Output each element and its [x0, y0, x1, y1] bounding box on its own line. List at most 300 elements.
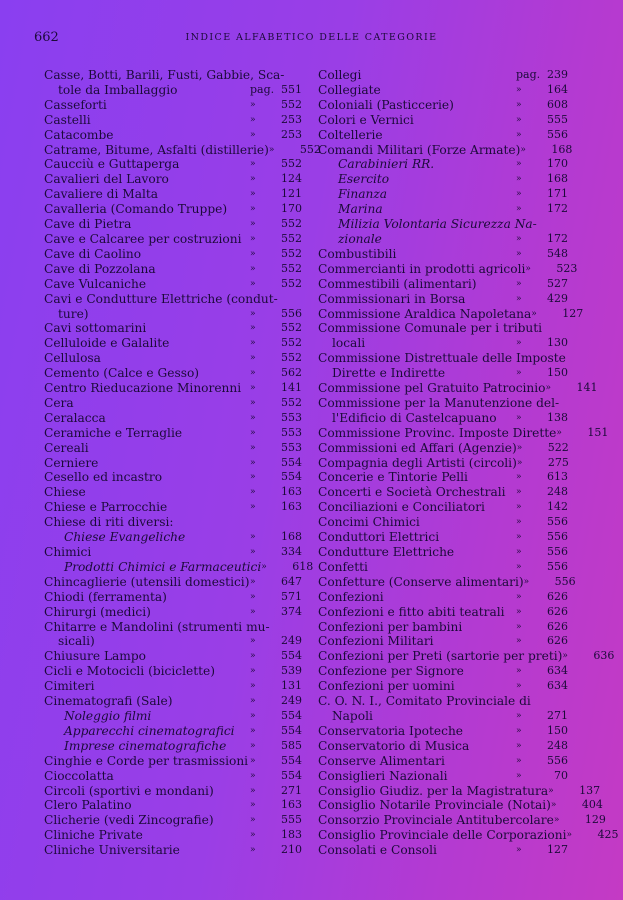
- page-reference: [517, 456, 569, 471]
- index-column-left: [44, 68, 321, 858]
- page-mark: »: [268, 144, 275, 155]
- index-entry: [44, 634, 302, 649]
- page-reference: [250, 411, 302, 426]
- page-reference: [516, 530, 568, 545]
- entry-name: Coltellerie: [318, 127, 383, 142]
- page-mark: »: [250, 651, 256, 662]
- entry-name: Cereali: [44, 440, 89, 455]
- page-mark: »: [516, 338, 522, 349]
- page-reference: [250, 307, 302, 322]
- entry-name: Confetti: [318, 559, 368, 574]
- index-entry: [318, 261, 578, 277]
- page-mark: »: [250, 845, 256, 856]
- page-reference: [516, 336, 568, 351]
- page-mark: »: [250, 487, 256, 498]
- index-entry: [318, 724, 568, 739]
- page-mark: »: [250, 397, 256, 408]
- page-number: 662: [34, 30, 59, 45]
- page-number-ref: 141: [281, 381, 302, 395]
- page-reference: [516, 664, 568, 679]
- page-number-ref: 164: [547, 82, 568, 96]
- page-number-ref: 555: [547, 112, 568, 126]
- page-number-ref: 137: [579, 783, 601, 797]
- index-entry: [318, 574, 576, 590]
- page-mark: »: [516, 487, 522, 498]
- entry-name: Prodotti Chimici e Farmaceutici: [64, 559, 262, 574]
- page-reference: [516, 292, 568, 307]
- page-number-ref: 404: [581, 798, 603, 812]
- entry-name: Cemento (Calce e Gesso): [44, 366, 200, 381]
- page-mark: »: [516, 502, 522, 513]
- page-number-ref: 168: [551, 142, 573, 156]
- index-entry: [318, 351, 568, 366]
- page-mark: »: [250, 368, 256, 379]
- page-number-ref: 636: [593, 649, 615, 663]
- page-mark: »: [250, 532, 256, 543]
- page-reference: [531, 307, 583, 322]
- index-entry: [318, 560, 568, 575]
- entry-name: Conservatorio di Musica: [318, 738, 470, 753]
- page-reference: [516, 590, 568, 605]
- page-mark: »: [250, 472, 256, 483]
- page-mark: »: [516, 845, 522, 856]
- page-mark: »: [250, 755, 256, 766]
- entry-name: Consorzio Provinciale Antitubercolare: [318, 813, 554, 828]
- index-entry: [44, 172, 302, 187]
- index-entry: [44, 500, 302, 515]
- page-mark: »: [250, 830, 256, 841]
- page-reference: [566, 828, 618, 843]
- page-reference: [516, 515, 568, 530]
- entry-name: Milizia Volontaria Sicurezza Na-: [338, 217, 537, 232]
- index-entry: [44, 485, 302, 500]
- entry-name: Ceralacca: [44, 410, 106, 425]
- index-entry: [44, 754, 302, 769]
- index-entry: [44, 247, 302, 262]
- index-entry: [318, 232, 568, 247]
- page-mark: »: [523, 576, 530, 587]
- page-reference: [516, 620, 568, 635]
- page-reference: [261, 560, 313, 575]
- entry-name: C. O. N. I., Comitato Provinciale di: [318, 694, 531, 709]
- entry-name: Commissioni ed Affari (Agenzie): [318, 440, 517, 455]
- page-mark: »: [250, 770, 256, 781]
- page-mark: »: [250, 159, 256, 170]
- index-entry: [318, 620, 568, 635]
- page-number-ref: 523: [556, 261, 578, 275]
- index-entry: [318, 634, 568, 649]
- entry-name: sicali): [58, 634, 95, 649]
- page-reference: [250, 396, 302, 411]
- index-entry: [44, 157, 302, 172]
- index-entry: [318, 217, 568, 232]
- entry-name: Consiglio Giudiz. per la Magistratura: [318, 783, 549, 798]
- page-reference: [516, 113, 568, 128]
- page-mark: »: [556, 427, 562, 438]
- page-header: [0, 30, 623, 50]
- page-number-ref: 554: [281, 708, 302, 722]
- page-mark: »: [516, 755, 522, 766]
- page-number-ref: 556: [547, 530, 568, 544]
- entry-name: Chiese di riti diversi:: [44, 515, 174, 530]
- page-reference: [516, 172, 568, 187]
- index-entry: [44, 142, 321, 158]
- page-reference: [516, 411, 568, 426]
- page-reference: [516, 605, 568, 620]
- entry-name: Commissione Comunale per i tributi: [318, 321, 543, 336]
- page-number-ref: 172: [547, 202, 568, 216]
- index-entry: [44, 769, 302, 784]
- page-number-ref: 425: [597, 828, 619, 842]
- index-entry: [318, 113, 568, 128]
- page-mark: »: [516, 591, 522, 602]
- page-mark: »: [516, 457, 523, 468]
- page-reference: [516, 754, 568, 769]
- index-entry: [318, 530, 568, 545]
- page-mark: »: [250, 696, 256, 707]
- page-mark: »: [516, 189, 522, 200]
- index-entry: [318, 769, 568, 784]
- page-number-ref: 554: [281, 455, 302, 469]
- index-entry: [318, 396, 568, 411]
- page-number-ref: 553: [281, 410, 302, 424]
- page-number-ref: 248: [547, 738, 568, 752]
- page-mark: »: [550, 800, 557, 811]
- page-number-ref: 626: [547, 589, 568, 603]
- entry-name: Condutture Elettriche: [318, 545, 455, 559]
- entry-name: Chiese Evangeliche: [64, 530, 186, 545]
- index-entry: [44, 411, 302, 426]
- entry-name: Consiglio Provinciale delle Corporazioni: [318, 828, 567, 843]
- entry-name: Cavaliere di Malta: [44, 187, 159, 202]
- page-number-ref: 552: [299, 142, 321, 156]
- page-reference: [516, 724, 568, 739]
- page-reference: [516, 232, 568, 247]
- index-entry: [44, 381, 302, 396]
- page-number-ref: 626: [547, 619, 568, 633]
- entry-name: Confezioni per uomini: [318, 679, 455, 694]
- index-entry: [44, 798, 302, 813]
- index-entry: [44, 426, 302, 441]
- page-reference: [516, 843, 568, 858]
- entry-name: Cavi e Condutture Elettriche (condut-: [44, 291, 278, 306]
- entry-name: Conciliazioni e Conciliatori: [318, 500, 485, 515]
- page-number-ref: 548: [547, 246, 568, 260]
- page-mark: »: [250, 502, 256, 513]
- page-mark: »: [516, 710, 522, 721]
- index-entry: [44, 351, 302, 366]
- page-number-ref: 168: [547, 172, 568, 186]
- page-number-ref: 647: [281, 574, 302, 588]
- page-mark: »: [250, 233, 256, 244]
- index-entry: [44, 232, 302, 247]
- index-entry: [318, 739, 568, 754]
- page-number-ref: 249: [281, 634, 302, 648]
- page-mark: »: [516, 770, 522, 781]
- index-entry: [44, 843, 302, 858]
- page-reference: [516, 679, 568, 694]
- page-number-ref: 552: [281, 351, 302, 365]
- page-mark: »: [250, 174, 256, 185]
- index-entry: [44, 828, 302, 843]
- page-mark: pag.: [250, 82, 275, 96]
- page-number-ref: 552: [281, 246, 302, 260]
- entry-name: Ceramiche e Terraglie: [44, 425, 183, 440]
- entry-name: Catrame, Bitume, Asfalti (distillerie): [44, 142, 269, 157]
- page-reference: [562, 649, 614, 664]
- page-reference: [250, 128, 302, 143]
- page-reference: [516, 157, 568, 172]
- page-number-ref: 127: [547, 843, 568, 857]
- page-reference: [250, 321, 302, 336]
- page-mark: »: [250, 666, 256, 677]
- entry-name: Conserve Alimentari: [318, 753, 445, 768]
- index-entry: [44, 605, 302, 620]
- index-entry: [44, 277, 302, 292]
- page-mark: »: [516, 204, 522, 215]
- page-reference: [250, 828, 302, 843]
- page-mark: »: [516, 99, 522, 110]
- index-entry: [318, 515, 568, 530]
- entry-name: Conduttori Elettrici: [318, 530, 440, 545]
- entry-name: Cavi sottomarini: [44, 321, 147, 336]
- page-reference: [516, 485, 568, 500]
- page-mark: »: [525, 263, 531, 274]
- page-number-ref: 151: [587, 425, 609, 439]
- index-entry: [318, 336, 568, 351]
- page-mark: »: [516, 636, 522, 647]
- entry-name: Cliniche Universitarie: [44, 843, 180, 858]
- index-entry: [318, 783, 601, 799]
- page-reference: [250, 605, 302, 620]
- index-entry: [318, 68, 568, 83]
- page-mark: »: [250, 278, 256, 289]
- page-reference: [516, 128, 568, 143]
- page-mark: »: [250, 308, 256, 319]
- page-reference: [250, 664, 302, 679]
- page-mark: »: [531, 308, 537, 319]
- page-number-ref: 556: [547, 127, 568, 141]
- page-number-ref: 554: [281, 753, 302, 767]
- index-entry: [44, 441, 302, 456]
- entry-name: Commissione Provinc. Imposte Dirette: [318, 425, 557, 440]
- page-number-ref: 131: [281, 679, 302, 693]
- page-mark: »: [250, 681, 256, 692]
- index-entry: [318, 843, 568, 858]
- entry-name: Consiglio Notarile Provinciale (Notai): [318, 798, 551, 813]
- page-mark: »: [250, 338, 256, 349]
- index-entry: [318, 187, 568, 202]
- page-reference: [250, 157, 302, 172]
- entry-name: Commissione Araldica Napoletana: [318, 306, 532, 321]
- page-mark: »: [516, 725, 522, 736]
- page-number-ref: 171: [547, 187, 568, 201]
- page-reference: [250, 590, 302, 605]
- index-entry: [318, 321, 568, 336]
- page-mark: »: [250, 99, 256, 110]
- index-entry: [318, 664, 568, 679]
- page-reference: [525, 262, 577, 277]
- entry-name: Circoli (sportivi e mondani): [44, 783, 214, 798]
- index-entry: [44, 559, 314, 575]
- entry-name: Dirette e Indirette: [332, 366, 446, 381]
- page-mark: »: [250, 710, 256, 721]
- entry-name: Apparecchi cinematografici: [64, 723, 235, 738]
- entry-name: Cinghie e Corde per trasmissioni: [44, 753, 249, 768]
- page-reference: [250, 634, 302, 649]
- index-entry: [44, 724, 302, 739]
- page-number-ref: 554: [281, 723, 302, 737]
- page-reference: [250, 769, 302, 784]
- entry-name: Conservatoria Ipoteche: [318, 723, 464, 738]
- page-number-ref: 613: [547, 470, 568, 484]
- entry-name: Esercito: [338, 172, 390, 187]
- index-entry: [44, 620, 302, 635]
- entry-name: Marina: [338, 202, 383, 217]
- page-number-ref: 556: [547, 753, 568, 767]
- page-reference: [516, 187, 568, 202]
- page-mark: »: [562, 651, 568, 662]
- page-number-ref: 552: [281, 276, 302, 290]
- index-entry: [44, 336, 302, 351]
- page-reference: [516, 98, 568, 113]
- page-mark: »: [250, 785, 256, 796]
- entry-name: Confezioni e fitto abiti teatrali: [318, 604, 505, 619]
- index-entry: [318, 425, 609, 441]
- page-number-ref: 553: [281, 440, 302, 454]
- index-entry: [318, 172, 568, 187]
- page-reference: [250, 694, 302, 709]
- index-entry: [318, 500, 568, 515]
- entry-name: Chitarre e Mandolini (strumenti mu-: [44, 619, 270, 634]
- page-mark: »: [516, 740, 522, 751]
- page-mark: »: [250, 725, 256, 736]
- page-mark: »: [250, 383, 256, 394]
- index-entry: [318, 485, 568, 500]
- page-reference: [546, 381, 598, 396]
- entry-name: Confezioni Militari: [318, 634, 434, 649]
- entry-name: Confezione per Signore: [318, 664, 464, 679]
- page-reference: [250, 456, 302, 471]
- page-mark: »: [516, 293, 522, 304]
- page-reference: [516, 545, 568, 560]
- entry-name: Compagnia degli Artisti (circoli): [318, 455, 517, 470]
- page-number-ref: 556: [547, 559, 568, 573]
- index-entry: [318, 83, 568, 98]
- entry-name: Cave di Pozzolana: [44, 261, 156, 276]
- page-mark: »: [250, 263, 256, 274]
- page-reference: [250, 217, 302, 232]
- page-mark: »: [516, 368, 522, 379]
- entry-name: Confezioni per bambini: [318, 619, 463, 634]
- index-entry: [44, 590, 302, 605]
- entry-name: Commissione per la Manutenzione del-: [318, 395, 560, 410]
- page-mark: »: [250, 412, 256, 423]
- entry-name: Cave di Caolino: [44, 246, 142, 261]
- page-number-ref: 552: [281, 395, 302, 409]
- entry-name: Cicli e Motocicli (biciclette): [44, 664, 215, 679]
- page-reference: [516, 709, 568, 724]
- page-reference: [250, 232, 302, 247]
- page-mark: »: [250, 636, 256, 647]
- page-number-ref: 127: [562, 306, 584, 320]
- entry-name: Commissione Distrettuale delle Imposte: [318, 351, 566, 366]
- index-entry: [44, 83, 302, 98]
- index-entry: [318, 798, 603, 813]
- index-entry: [44, 456, 302, 471]
- index-entry: [44, 470, 302, 485]
- page-number-ref: 555: [281, 813, 302, 827]
- page-reference: [250, 724, 302, 739]
- page-reference: [516, 739, 568, 754]
- entry-name: Chiusure Lampo: [44, 649, 146, 664]
- page-number-ref: 253: [281, 112, 302, 126]
- page-number-ref: 70: [554, 768, 568, 782]
- index-entry: [44, 292, 302, 307]
- entry-name: Combustibili: [318, 246, 397, 261]
- page-number-ref: 552: [281, 261, 302, 275]
- entry-name: Cerniere: [44, 455, 99, 470]
- page-reference: [516, 470, 568, 485]
- page-mark: »: [516, 412, 522, 423]
- entry-name: Cave di Pietra: [44, 217, 132, 232]
- page-number-ref: 249: [281, 694, 302, 708]
- entry-name: Imprese cinematografiche: [64, 738, 227, 753]
- page-number-ref: 585: [281, 738, 302, 752]
- page-number-ref: 556: [547, 515, 568, 529]
- page-reference: [250, 98, 302, 113]
- page-mark: »: [250, 815, 256, 826]
- entry-name: Clero Palatino: [44, 798, 132, 813]
- page-number-ref: 248: [547, 485, 568, 499]
- index-entry: [44, 113, 302, 128]
- page-mark: »: [261, 561, 267, 572]
- index-entry: [318, 754, 568, 769]
- page-number-ref: 170: [547, 157, 568, 171]
- page-mark: »: [516, 159, 522, 170]
- index-entry: [318, 202, 568, 217]
- page-number-ref: 429: [547, 291, 568, 305]
- page-number-ref: 571: [281, 589, 302, 603]
- page-reference: [250, 739, 302, 754]
- page-reference: [250, 500, 302, 515]
- entry-name: Commissione pel Gratuito Patrocinio: [318, 381, 546, 396]
- entry-name: Collegiate: [318, 82, 381, 97]
- entry-name: Collegi: [318, 68, 362, 82]
- page-mark: »: [250, 248, 256, 259]
- page-mark: pag.: [516, 68, 541, 81]
- page-mark: »: [250, 740, 256, 751]
- page-mark: »: [250, 114, 256, 125]
- index-entry: [318, 470, 568, 485]
- entry-name: Comandi Militari (Forze Armate): [318, 142, 521, 157]
- page-number-ref: 275: [547, 455, 569, 469]
- page-number-ref: 556: [554, 574, 576, 588]
- page-mark: »: [516, 84, 522, 95]
- entry-name: Confetture (Conserve alimentari): [318, 574, 524, 589]
- page-number-ref: 634: [547, 679, 568, 693]
- index-entry: [44, 202, 302, 217]
- page-number-ref: 626: [547, 634, 568, 648]
- running-title: INDICE ALFABETICO DELLE CATEGORIE: [185, 32, 438, 43]
- page-number-ref: 618: [292, 559, 314, 573]
- page-mark: »: [250, 204, 256, 215]
- page-reference: [250, 709, 302, 724]
- entry-name: Casseforti: [44, 97, 107, 112]
- index-entry: [318, 545, 568, 560]
- page-mark: »: [516, 681, 522, 692]
- page-mark: »: [516, 472, 522, 483]
